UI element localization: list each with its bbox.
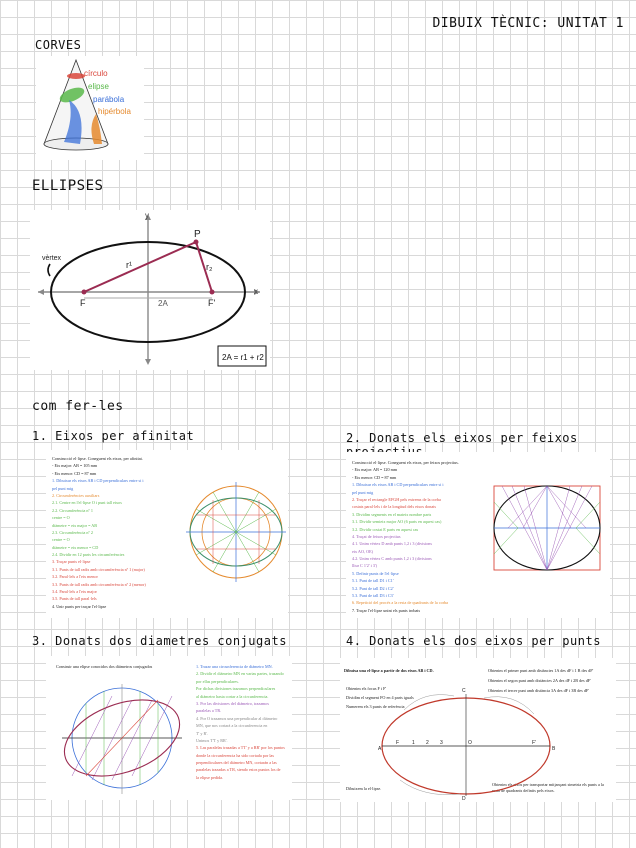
corves-heading: CORVES <box>35 38 82 52</box>
step-line: 4.1. Unim vèrtex D amb punts 1,2 i 3 (divisions <box>352 541 433 547</box>
step-line: 3. Dividim segments en el mateix nombre parts <box>352 511 432 517</box>
step-line: por ellas perpendiculares. <box>196 678 239 684</box>
step-line: 4. Traçat de feixos projectius <box>352 533 401 539</box>
step-line: - Eix major: AB = 120 mm <box>352 467 398 473</box>
step-line: 7. Traçar l'el·lipse unint els punts trobats <box>352 607 421 613</box>
point-b-label: B <box>552 746 556 752</box>
point-f-label: F <box>396 740 400 746</box>
f2-label: F' <box>208 298 216 308</box>
method-1-title: 1. Eixos per afinitat <box>32 429 195 443</box>
step-line: diàmetre = eix major = AB <box>52 522 98 528</box>
method-3-drawing <box>52 676 192 796</box>
method-3-title: 3. Donats dos diametres conjugats <box>32 634 287 648</box>
point-f2-label: F' <box>532 740 537 746</box>
f1-label: F <box>80 298 86 308</box>
note-third-point: Obtenim el tercer punt amb distància 3A des dF i 3B des dF' <box>488 688 590 693</box>
step-line: pel punt mig <box>52 485 74 491</box>
focus-f2 <box>210 290 215 295</box>
step-line: 3. Traçar punts el·lipse <box>52 559 91 565</box>
step-line: 3.3. Punts de tall radis amb circumferència nº 2 (menor) <box>52 581 146 587</box>
method-4-panel <box>340 658 616 802</box>
point-d-label: D <box>462 796 466 800</box>
conic-sections-figure <box>36 56 144 160</box>
step-line: 3.5. Punts de tall paral·lels <box>52 596 97 602</box>
method-3-panel <box>46 656 292 800</box>
p-label: P <box>194 229 201 240</box>
note-number: Numerem els 3 punts de referència <box>346 704 405 709</box>
x-label: x <box>254 287 258 296</box>
step-line: Unimos T'T y RR'. <box>196 737 228 743</box>
step-line: 3.1. Punts de tall radis amb circumferència nº 1 (major) <box>52 566 145 572</box>
step-line: 4. Unir punts per traçar l'el·lipse <box>52 603 107 609</box>
step-line: 1. Trazar una circunferencia de diámetro MN. <box>196 664 273 669</box>
method-1-steps <box>52 456 180 611</box>
method-2-steps <box>352 460 482 615</box>
point-1-label: 1 <box>412 740 415 746</box>
method-2-drawing <box>488 472 606 592</box>
step-line: 6. Repetició del procés a la resta de quadrants de la corba <box>352 600 449 606</box>
method-4-title: 4. Donats els dos eixos per punts <box>346 634 601 648</box>
point-o-label: O <box>468 740 472 746</box>
step-line: la elipse pedida. <box>196 774 224 780</box>
step-line: 2.4. Dividir en 12 parts les circumferències <box>52 552 125 558</box>
point-p <box>194 240 199 245</box>
ellipses-heading: ELLIPSES <box>32 178 104 194</box>
note-first-point: Obtenim el primer punt amb distàncies 1A des dF i 1 B des dF' <box>488 668 594 673</box>
r2-label: r₂ <box>206 262 213 272</box>
step-line: pel punt mig <box>352 489 374 495</box>
note-second-point: Obtenim el segon punt amb distàncies 2A des dF i 2B des dF' <box>488 678 591 683</box>
step-line: 2.2. Circumferència nº 1 <box>52 507 93 513</box>
step-line: - Eix menor: CD = 87 mm <box>52 470 97 476</box>
step-line: 4. Por O trazamos una perpendicular al diámetro <box>196 715 278 721</box>
method-2-title: 2. Donats els eixos per feixos <box>346 431 578 445</box>
step-line: 2.1. Centre en l'el·lipse O i punt tall eixos <box>52 500 122 506</box>
step-line: 3. Por las divisiones del diámetro, trazamos <box>196 700 270 706</box>
method-4-heading: Dibuixa una el·lipse a partir de dos eixos AB i CD. <box>344 668 434 673</box>
step-line: 5.1. Punt de tall D1 i C1' <box>352 578 394 584</box>
step-line: 3.2. Paral·lels a l'eix menor <box>52 574 98 580</box>
ellipse-definition-figure <box>30 210 270 370</box>
step-line: 2. Traçar el rectangle EFGH pels extrems de la corba <box>352 496 441 502</box>
step-line: 1. Dibuixar els eixos AB i CD perpendiculars entre si i <box>352 482 444 488</box>
step-line: 2. Dividir el diámetro MN en varias partes, trazando <box>196 671 284 677</box>
method-3-heading: Construir una elipse conocidos dos diámetros conjugados <box>56 664 153 669</box>
r1-label: r¹ <box>126 260 132 270</box>
step-line: 5. Las paralelas trazadas a TT' y a RR' por los puntos <box>196 745 285 751</box>
note-symmetry: Obtenim els eixos per transportar mitjançant simetria els punts a la resta de quadrants definits pels eixos. <box>492 782 604 793</box>
step-line: lliur C 1'2' i 3') <box>352 563 378 569</box>
step-line: 4.2. Unim vèrtex C amb punts 1,2 i 3 (divisions <box>352 556 432 562</box>
label-hiperbola: hipérbola <box>98 107 131 116</box>
step-line: eix AO, OE) <box>352 548 374 554</box>
page-title: DIBUIX TÈCNIC: UNITAT 1 <box>432 16 624 31</box>
step-line: paralelas trazadas a TR, siendo estos puntos los de <box>196 767 281 773</box>
how-heading: com fer-les <box>32 399 124 414</box>
step-line: costats paral·lels i de la longitud dels eixos donats <box>352 504 436 510</box>
method-1-panel <box>46 450 288 618</box>
step-line: al diámetro hasta cortar a la circunferencia. <box>196 693 269 699</box>
radius-r1 <box>84 242 196 292</box>
step-line: diàmetre = eix menor = CD <box>52 544 99 550</box>
step-line: Construcció el·lipse. Coneguent els eixos, per afinitat. <box>52 456 143 461</box>
step-line: perpendiculares del diámetro MN, cortarán a las <box>196 760 277 766</box>
point-2-label: 2 <box>426 740 429 746</box>
step-line: 5. Definir punts de l'el·lipse <box>352 570 399 576</box>
y-label: y <box>145 211 149 220</box>
label-circulo: círculo <box>84 69 108 78</box>
twoA-label: 2A <box>158 299 168 308</box>
step-line: 5.3. Punt de tall D3 i C3' <box>352 593 394 599</box>
step-line: centre = O <box>52 537 70 543</box>
step-line: - Eix major: AB = 105 mm <box>52 463 98 469</box>
formula-label: 2A = r1 + r2 <box>222 353 264 362</box>
note-draw: Dibuixem la el·lipse. <box>346 786 382 791</box>
step-line: 5.2. Punt de tall D2 i C2' <box>352 585 394 591</box>
label-elipse: elipse <box>88 82 109 91</box>
note-focus: Obtenim els focus F i F' <box>346 686 387 691</box>
step-line: 3.1. Dividir semieix major AO (6 parts en aquest cas) <box>352 519 442 525</box>
step-line: - Eix menor: CD = 87 mm <box>352 474 397 480</box>
step-line: 1. Dibuixar els eixos AB i CD perpendiculars entre si i <box>52 478 144 484</box>
method-1-drawing <box>186 460 286 610</box>
vertex-label: vèrtex <box>42 255 62 262</box>
point-a-label: A <box>378 746 382 752</box>
step-line: T' y R'. <box>196 730 209 736</box>
step-line: 3.4. Paral·lels a l'eix major <box>52 589 97 595</box>
step-line: 3.2. Dividir costat E parts en aquest cas <box>352 526 419 532</box>
step-line: Construcció el·lipse. Coneguent els eixos, per feixos projectius. <box>352 460 459 465</box>
step-line: MN, que nos cortará a la circunferencia en <box>196 723 268 729</box>
step-line: donde la circunferencia ha sido cortada por las <box>196 752 275 758</box>
point-3-label: 3 <box>440 740 443 746</box>
method-3-steps <box>196 664 288 782</box>
note-divide: Dividim el segment FO en 4 parts iguals <box>346 695 414 700</box>
point-c-label: C <box>462 688 466 694</box>
method-2-panel <box>346 452 610 618</box>
step-line: centre = O <box>52 515 70 521</box>
label-parabola: parábola <box>93 95 125 104</box>
focus-f1 <box>82 290 87 295</box>
step-line: 2.3. Circumferència nº 2 <box>52 529 93 535</box>
method-4-drawing <box>374 680 574 800</box>
step-line: Por dichas divisiones trazamos perpendiculares <box>196 686 276 692</box>
step-line: 2. Circumferències auxiliars <box>52 492 100 498</box>
step-line: paralelas a TR. <box>196 708 222 714</box>
